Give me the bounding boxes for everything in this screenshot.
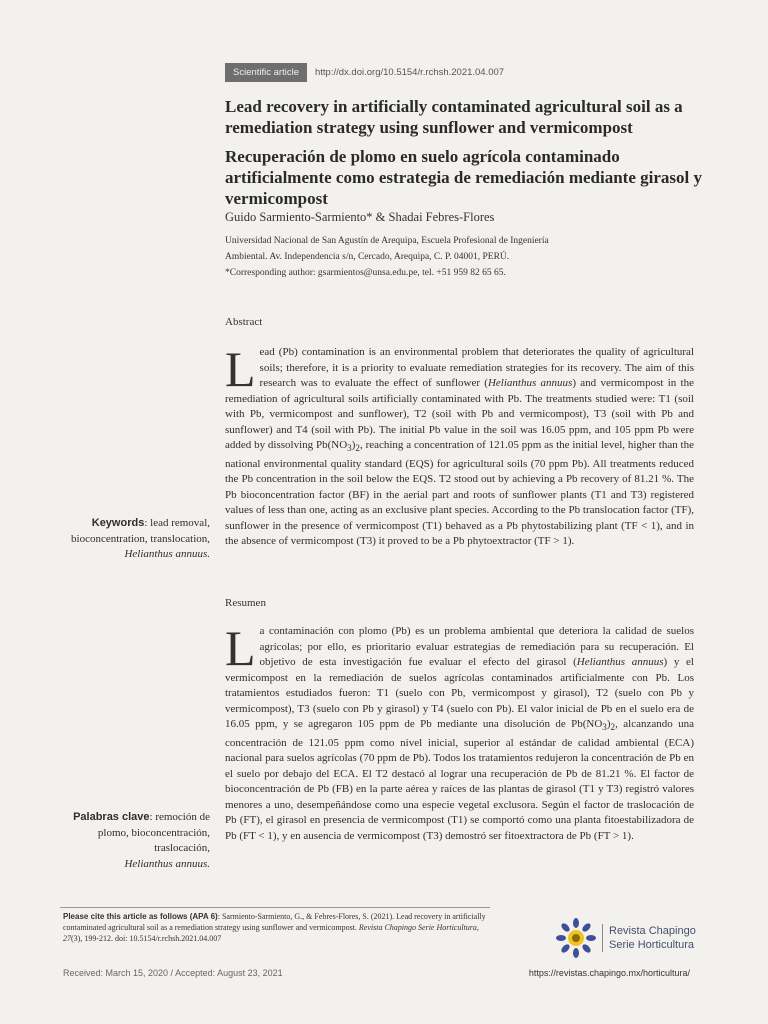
abstract-text: ead (Pb) contamination is an environmental problem that deteriorates the quality of agricultural soils; therefore, it is a priority to evaluate remediation strategies for its recovery. The aim of this research was to evaluate the effect of sunflower (	[259, 346, 694, 389]
abstract-text: ) and vermicompost in the remediation of agricultural soils artificially contaminated with Pb. The treatments studied were: T1 (soil with Pb, vermicompost and sunflower), T2 (soil with Pb and vermicompost), T3 (soil with Pb and sunflower) and T4 (soil with Pb). The initial Pb value in the soil was 16.05 ppm, and 105 ppm Pb were added by dissolving Pb(NO	[225, 377, 694, 451]
abstract-heading: Abstract	[225, 316, 263, 328]
resumen-text: a contaminación con plomo (Pb) es un problema ambiental que deteriora la calidad de suelos agrícolas; por ello, es prioritario evaluar estrategias de remediación para su recuperación. El objetivo de esta investigación fue evaluar el efecto del girasol (	[259, 625, 694, 668]
title-english: Lead recovery in artificially contaminated agricultural soil as a remediation strategy using sunflower and vermicompost	[225, 97, 683, 137]
corresponding-author: *Corresponding author: gsarmientos@unsa.edu.pe, tel. +51 959 82 65 65.	[225, 268, 506, 278]
affiliation	[225, 233, 705, 281]
species-name: Helianthus annuus	[576, 656, 664, 668]
subscript: 3	[602, 722, 607, 733]
journal-url[interactable]: https://revistas.chapingo.mx/horticultura/	[528, 968, 690, 978]
doi-link[interactable]: http://dx.doi.org/10.5154/r.rchsh.2021.04.007	[315, 66, 505, 78]
citation-journal: Revista Chapingo Serie Horticultura, 27	[63, 923, 479, 943]
citation	[63, 911, 493, 944]
dropcap: L	[225, 620, 256, 676]
palabras-species: Helianthus annuus.	[124, 857, 210, 870]
resumen-text: , alcanzando una concentración de 121.05 ppm como nivel inicial, superior al estándar de calidad ambiental (ECA) nacional para suelos agrícolas (70 ppm de Pb). Todos los tratamientos redujeron la concentración de Pb en el suelo por debajo del ECA. El T2 destacó al lograr una recuperación de Pb de 81.21 %. El factor de bioconcentración de Pb (FB) en la parte aérea y raíces de las plantas de girasol (T1 y T3) registró valores menores a uno, desempeñándose como una especie vegetal exclusora. Según el factor de traslocación de Pb (FT), el girasol en presencia de vermicompost (T1) se comportó como una planta fitoestabilizadora de Pb (FT < 1), y en ausencia de vermicompost (T3) demostró ser fitoextractora de Pb (FT > 1).	[225, 718, 694, 842]
journal-name-line: Revista Chapingo	[609, 925, 696, 937]
journal-name-line: Serie Horticultura	[609, 939, 694, 951]
resumen-body	[225, 620, 694, 844]
resumen-heading: Resumen	[225, 597, 266, 609]
received-dates: Received: March 15, 2020 / Accepted: August 23, 2021	[63, 968, 283, 978]
citation-label: Please cite this article as follows (APA 6)	[63, 912, 218, 921]
affiliation-line: Ambiental. Av. Independencia s/n, Cercado, Arequipa, C. P. 04001, PERÚ.	[225, 252, 510, 262]
subscript: 3	[347, 443, 352, 454]
footer-divider	[60, 907, 490, 908]
palabras-label: Palabras clave	[73, 811, 150, 823]
subscript: 2	[610, 722, 616, 733]
sunflower-logo-icon	[556, 918, 596, 958]
citation-rest: (3), 199-212. doi: 10.5154/r.rchsh.2021.04.007	[71, 934, 222, 943]
citation-text: : Sarmiento-Sarmiento, G., & Febres-Flores, S. (2021). Lead recovery in artificially contaminated agricultural soil as a remediation strategy using sunflower and vermicompost.	[63, 912, 486, 932]
article-type-tag: Scientific article	[225, 63, 307, 82]
keywords	[40, 516, 210, 563]
species-name: Helianthus annuus	[487, 377, 573, 389]
resumen-text: )	[606, 718, 611, 730]
resumen-text: ) y el vermicompost en la remediación de suelos agrícolas contaminados artificialmente con Pb. Los tratamientos estudiados fueron: T1 (suelo con Pb, vermicompost y girasol), T2 (suelo con Pb y vermicompost), T3 (suelo con Pb y girasol) y T4 (suelo con Pb). El valor inicial de Pb en el suelo era de 16.05 ppm, y se agregaron 105 ppm de Pb mediante una disolución de Pb(NO	[225, 656, 694, 730]
journal-logo	[556, 918, 696, 958]
affiliation-line: Universidad Nacional de San Agustín de Arequipa, Escuela Profesional de Ingeniería	[225, 236, 549, 246]
keywords-label: Keywords	[91, 517, 145, 529]
keywords-text: : lead removal, bioconcentration, translocation,	[71, 517, 210, 545]
title-spanish: Recuperación de plomo en suelo agrícola contaminado artificialmente como estrategia de remediación mediante girasol y vermicompost	[225, 147, 702, 208]
palabras-text: : remoción de plomo, bioconcentración, traslocación,	[97, 811, 210, 854]
abstract-text: , reaching a concentration of 121.05 ppm as the initial level, higher than the national environmental quality standard (EQS) for agricultural soils (70 ppm Pb). All treatments reduced the Pb concentration in the soil below the EQS. T2 stood out by achieving a Pb recovery of 81.21 %. The Pb bioconcentration factor (BF) in the aerial part and roots of sunflower plants (T1 and T3) registered values of less than one, acting as an exclusive plant species. According to the Pb translocation factor (TF), sunflower in the presence of vermicompost (T1) behaved as a Pb phytostabilizing plant (TF < 1), and in the absence of vermicompost (T3) it proved to be a Pb phytoextractor (TF > 1).	[225, 439, 694, 548]
keywords-species: Helianthus annuus.	[124, 548, 210, 560]
article-header	[225, 62, 504, 82]
abstract-text: )	[351, 439, 356, 451]
subscript: 2	[355, 443, 360, 454]
dropcap: L	[225, 341, 256, 397]
abstract-body	[225, 341, 694, 550]
journal-name	[602, 924, 696, 952]
authors: Guido Sarmiento-Sarmiento* & Shadai Febres-Flores	[225, 210, 495, 224]
palabras-clave	[40, 810, 210, 872]
